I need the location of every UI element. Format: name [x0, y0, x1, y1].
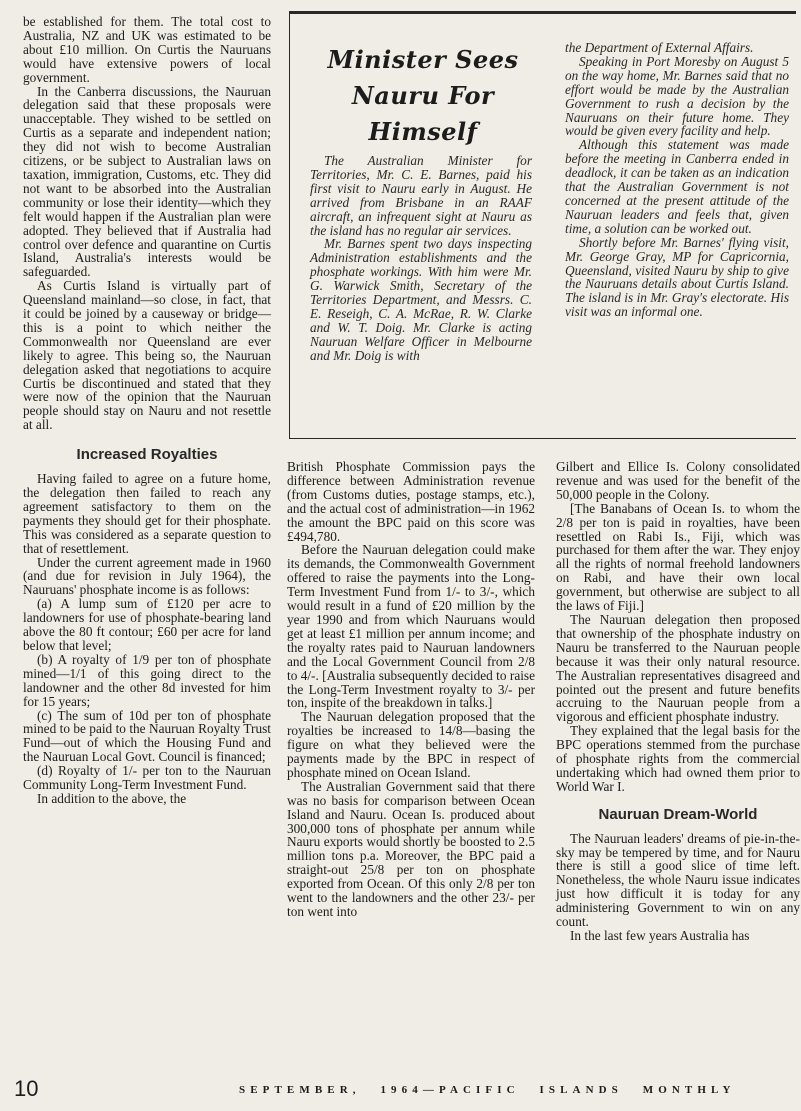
boxed-article-column-2	[565, 41, 789, 319]
col3-paragraph-1: Gilbert and Ellice Is. Colony consolidated revenue and was used for the benefit of the 50,000 people in the Colony.	[556, 459, 800, 502]
col3-paragraph-5: The Nauruan leaders' dreams of pie-in-the-sky may be tempered by time, and for Nauru there is still a good slice of time left. Nonetheless, the whole Nauru issue indicates just how difficult it is today for any administering Government to win on any count.	[556, 830, 800, 930]
headline-line-2: Nauru For	[351, 81, 495, 110]
boxed-article	[289, 11, 796, 439]
subheading-nauruan-dream-world: Nauruan Dream-World	[598, 805, 758, 823]
headline-line-3: Himself	[368, 117, 478, 146]
col1-paragraph-5: Under the current agreement made in 1960 (and due for revision in July 1964), the Nauruans' phosphate income is as follows:	[23, 554, 271, 598]
column-1	[23, 15, 271, 806]
col2-paragraph-3: The Nauruan delegation proposed that the royalties be increased to 14/8—basing the figure on what they believed were the payments made by the BPC in respect of phosphate mined on Ocean Island.	[287, 709, 535, 780]
col1-paragraph-4: Having failed to agree on a future home, the delegation then failed to reach any agreement satisfactory to them on the payments they should get for their phosphate. This was considered as a separate question to that of resettlement.	[23, 471, 271, 556]
subheading-increased-royalties: Increased Royalties	[76, 446, 218, 464]
page-number: 10	[14, 1076, 39, 1101]
page-footer	[14, 1076, 800, 1104]
col1-paragraph-1: be established for them. The total cost to Australia, NZ and UK was estimated to be about £10 million. On Curtis the Nauruans would have extensive powers of local government.	[23, 14, 271, 85]
col1-paragraph-3: As Curtis Island is virtually part of Queensland mainland—so close, in fact, that it could be joined by a causeway or bridge—this is a point to which neither the Commonwealth nor Queensland are ever likely to agree. This being so, the Nauruan delegation asked that negotiations to acquire Curtis be discontinued and stated that they were now of the opinion that the Nauruan people should stay on Nauru and not resettle at all.	[23, 278, 271, 433]
list-item-d: (d) Royalty of 1/- per ton to the Nauruan Community Long-Term Investment Fund.	[23, 763, 271, 793]
box-paragraph-2: Mr. Barnes spent two days inspecting Administration establishments and the phosphate workings. With him were Mr. G. Warwick Smith, Secretary of the Territories Department, and Messrs. C. E. Reseigh, C. A. McRae, R. W. Clarke and W. T. Doig. Mr. Clarke is acting Nauruan Welfare Officer in Melbourne and Mr. Doig is with	[310, 236, 532, 363]
col3-paragraph-6: In the last few years Australia has	[570, 928, 750, 943]
col1-paragraph-2: In the Canberra discussions, the Nauruan delegation said that these proposals were unacceptable. They wished to be settled on Curtis as a separate and independent nation; they did not wish to become Australian citizens, or be subject to Australian laws on taxation, immigration, Customs, etc. They did not want to be absorbed into the Australian community or lose their identity—which they felt would happen if the Australian plan were adopted. They believed that if Australia had control over defence and quarantine on Curtis Island, Australia's interests would be safeguarded.	[23, 83, 271, 280]
col3-paragraph-2: [The Banabans of Ocean Is. to whom the 2/8 per ton is paid in royalties, have been resettled on Rabi Is., Fiji, which was purchased for them after the war. They enjoy all the rights of normal freehold landowners on Rabi, and have their own local government, but otherwise are subject to all the laws of Fiji.]	[556, 500, 800, 614]
column-3	[556, 460, 800, 943]
box-paragraph-4: Speaking in Port Moresby on August 5 on the way home, Mr. Barnes said that no effort would be made by the Australian Government to rush a decision by the Nauruans on their future home. They would be given every facility and help.	[565, 53, 789, 139]
box-paragraph-5: Although this statement was made before the meeting in Canberra ended in deadlock, it can be taken as an indication that the Australian Government is not concerned at the present attitude of the Nauruan leaders and feels that, given time, a solution can be worked out.	[565, 137, 789, 236]
headline-line-1: Minister Sees	[327, 45, 519, 74]
col2-paragraph-1: British Phosphate Commission pays the difference between Administration revenue (from Customs duties, postage stamps, etc.), and the actual cost of administration—in 1962 the amount the BPC paid on this score was £494,780.	[287, 459, 535, 544]
col2-paragraph-4: The Australian Government said that there was no basis for comparison between Ocean Island and Nauru. Ocean Is. produced about 300,000 tons of phosphate per annum while Nauru exports would shortly be boosted to 2.5 million tons p.a. Moreover, the BPC paid a straight-out 25/8 per ton on phosphate exported from Ocean. Of this only 2/8 per ton went to the landowners and the other 23/- per ton went into	[287, 778, 535, 919]
boxed-article-headline	[308, 42, 538, 150]
col3-paragraph-3: The Nauruan delegation then proposed that ownership of the phosphate industry on Nauru be transferred to the Nauruan people because it was their only natural resource. The Australian representatives disagreed and pointed out the present and future benefits accruing to the Nauruan people from a vigorous and efficient phosphate industry.	[556, 611, 800, 725]
column-2	[287, 460, 535, 919]
box-paragraph-6: Shortly before Mr. Barnes' flying visit, Mr. George Gray, MP for Capricornia, Queensland, visited Nauru by ship to give the Nauruans details about Curtis Island. The island is in Mr. Gray's electorate. His visit was an informal one.	[565, 234, 789, 320]
col2-paragraph-2: Before the Nauruan delegation could make its demands, the Commonwealth Government offered to raise the payments into the Long-Term Investment Fund from 1/- to 3/-, which would result in a fund of £20 million by the year 1990 and from which Nauruans would get at least £1 million per annum income; and the royalty rates paid to Nauruan landowners and the Local Government Council from 2/8 to 4/-. [Australia subsequently decided to raise the Long-Term Investment royalty to 3/- per ton, inspite of the breakdown in talks.]	[287, 542, 535, 711]
box-paragraph-3: the Department of External Affairs.	[565, 40, 754, 55]
list-item-c: (c) The sum of 10d per ton of phosphate mined to be paid to the Nauruan Royalty Trust Fund—out of which the Housing Fund and the Nauruan Local Govt. Council is financed;	[23, 707, 271, 765]
col3-paragraph-4: They explained that the legal basis for the BPC operations stemmed from the purchase of phosphate rights from the commercial undertaking which had owned them prior to World War I.	[556, 723, 800, 794]
boxed-article-column-1	[310, 154, 532, 363]
list-item-a: (a) A lump sum of £120 per acre to landowners for use of phosphate-bearing land above the 80 ft contour; £60 per acre for land below that level;	[23, 596, 271, 653]
list-item-b: (b) A royalty of 1/9 per ton of phosphate mined—1/1 of this going direct to the landowner and the other 8d invested for him for 15 years;	[23, 651, 271, 709]
col1-paragraph-6: In addition to the above, the	[37, 790, 187, 806]
masthead: SEPTEMBER, 1964—PACIFIC ISLANDS MONTHLY	[239, 1084, 736, 1096]
box-paragraph-1: The Australian Minister for Territories, Mr. C. E. Barnes, paid his first visit to Nauru early in August. He arrived from Brisbane in an RAAF aircraft, an infrequent sight at Nauru as the island has no regular air services.	[310, 153, 532, 238]
